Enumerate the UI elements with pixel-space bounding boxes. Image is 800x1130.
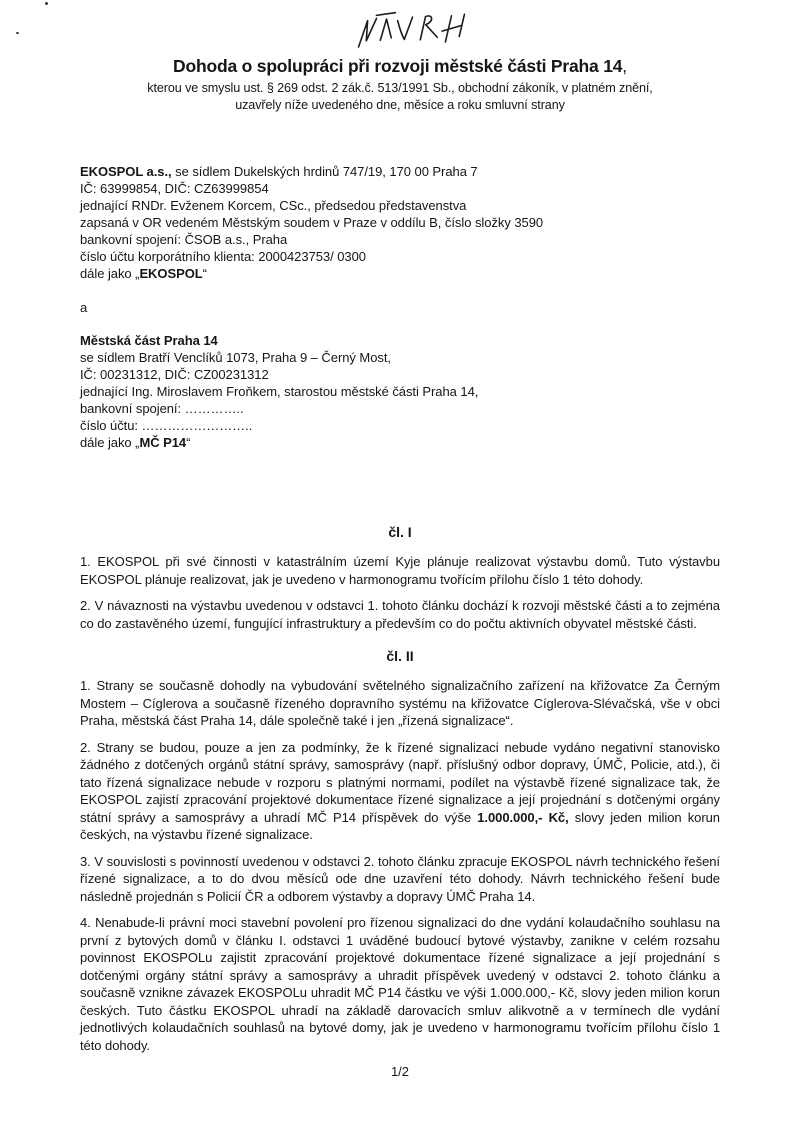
- article-1-heading: čl. I: [388, 524, 412, 540]
- handwritten-accent-bar: [376, 13, 395, 16]
- handwritten-letter-v: [398, 17, 414, 40]
- handwritten-navrh-note: [349, 5, 483, 58]
- party-mc-address: se sídlem Bratří Venclíků 1073, Praha 9 – Černý Most,: [80, 350, 391, 365]
- party-mc-name: Městská část Praha 14: [80, 333, 218, 348]
- article-2-paragraph-4: 4. Nenabude-li právní moci stavební povolení pro řízenou signalizaci do dne vydání kolaudačního souhlasu na první z bytových domů v článku I. odstavci 1 uváděné budoucí bytové výstavby, zanikne v celém rozsahu povinnost EKOSPOLu zajistit zpracování projektové dokumentace řízené signalizace a její projednání s dotčenými orgány státní správy a samosprávy a uhradit příspěvek uvedený v odstavci 2. tohoto článku a současně vznikne závazek EKOSPOLu uhradit MČ P14 částku ve výši 1.000.000,- Kč, slovy jeden milion korun českých. Tuto částku EKOSPOL uhradí na základě darovacích smluv alikvotně a v termínech dle vydání jednotlivých kolaudačních souhlasů na bytové domy, jak je uvedeno v harmonogramu tvořícím přílohu číslo 1 této dohody.: [80, 915, 720, 1053]
- handwritten-letter-r: [419, 16, 437, 40]
- party-mc-alias: MČ P14: [139, 435, 187, 450]
- document-title: [80, 56, 720, 77]
- party-ekospol-alias: EKOSPOL: [139, 266, 203, 281]
- party-mc-representative: jednající Ing. Miroslavem Froňkem, starostou městské části Praha 14,: [80, 384, 479, 399]
- party-ekospol-registration: zapsaná v OR vedeném Městským soudem v Praze v oddílu B, číslo složky 3590: [80, 215, 544, 230]
- party-mc-bank: bankovní spojení: …………..: [80, 401, 244, 416]
- party-ekospol-name-line: [80, 163, 720, 180]
- article-2-paragraph-1: 1. Strany se současně dohodly na vybudování světelného signalizačního zařízení na křižovatce Za Černým Mostem – Cíglerova a současně řízeného dopravního systému na křižovatce Cíglerova-Slévačská, vše v obci Praha, městská část Praha 14, dále společně také i jen „řízená signalizace“.: [80, 678, 720, 728]
- article-2-paragraph-3: 3. V souvislosti s povinností uvedenou v odstavci 2. tohoto článku zpracuje EKOSPOL návrh technického řešení řízené signalizace, a to do dvou měsíců ode dne uzavření této dohody. Návrh technického řešení bude následně projednán s Policií ČR a odborem výstavby a dopravy ÚMČ Praha 14.: [80, 853, 720, 904]
- article-2-paragraph-2: [80, 739, 720, 844]
- article-2-paragraph-2-amount: 1.000.000,- Kč,: [477, 809, 569, 825]
- party-ekospol-address: se sídlem Dukelských hrdinů 747/19, 170 00 Praha 7: [171, 164, 478, 179]
- article-2-paragraph-2-text-end: slovy jeden milion korun českých, na výstavbu řízené signalizace.: [80, 809, 720, 842]
- alias-prefix: dále jako „: [80, 266, 140, 281]
- document-title-text: Dohoda o spolupráci při rozvoji městské části Praha 14: [173, 56, 623, 76]
- article-1-paragraph-1: 1. EKOSPOL při své činnosti v katastrálním území Kyje plánuje realizovat výstavbu domů. Tuto výstavbu EKOSPOL plánuje realizovat, jak je uvedeno v harmonogramu tvořícím přílohu číslo 1 této dohody.: [80, 554, 720, 587]
- party-ekospol-representative: jednající RNDr. Evženem Korcem, CSc., předsedou představenstva: [80, 198, 467, 213]
- handwritten-letter-a: [380, 19, 392, 40]
- party-mc-praha14-block: [80, 332, 720, 451]
- article-2-heading: čl. II: [386, 648, 414, 664]
- document-subtitle-line-1: kterou ve smyslu ust. § 269 odst. 2 zák.č. 513/1991 Sb., obchodní zákoník, v platném znění,: [147, 81, 653, 95]
- party-mc-alias-line: [80, 434, 720, 451]
- handwritten-letter-h: [442, 25, 462, 31]
- document-title-comma: ,: [622, 56, 627, 76]
- document-subtitle-line-2: uzavřely níže uvedeného dne, měsíce a roku smluvní strany: [235, 98, 565, 112]
- party-ekospol-alias-line: [80, 265, 720, 282]
- party-mc-ic-dic: IČ: 00231312, DIČ: CZ00231312: [80, 367, 269, 382]
- page-number: 1/2: [390, 1064, 410, 1079]
- parties-connector: a: [80, 300, 88, 315]
- party-mc-name-line: [80, 332, 720, 349]
- article-1-paragraph-2: 2. V návaznosti na výstavbu uvedenou v odstavci 1. tohoto článku dochází k rozvoji městské části a to zejména co do zastavěného území, fungující infrastruktury a především co do počtu aktivních obyvatel městské části.: [80, 598, 720, 631]
- scan-speck: [45, 2, 48, 5]
- handwritten-letter-n: [358, 18, 378, 47]
- scan-speck: [16, 32, 19, 34]
- party-ekospol-ic-dic: IČ: 63999854, DIČ: CZ63999854: [80, 181, 269, 196]
- party-ekospol-block: [80, 163, 720, 282]
- party-ekospol-bank: bankovní spojení: ČSOB a.s., Praha: [80, 232, 288, 247]
- party-ekospol-account: číslo účtu korporátního klienta: 2000423753/ 0300: [80, 249, 366, 264]
- party-mc-account: číslo účtu: ……………………..: [80, 418, 253, 433]
- party-ekospol-name: EKOSPOL a.s.,: [80, 164, 172, 179]
- article-2-paragraph-2-text: 2. Strany se budou, pouze a jen za podmínky, že k řízené signalizaci nebude vydáno negativní stanovisko žádného z dotčených orgánů státní správy, samosprávy (např. příslušný odbor dopravy, ÚMČ, Policie, atd.), či tato řízená signalizace nebude v rozporu s platnými normami, podílet na výstavbě řízené signalizace tak, že EKOSPOL zajistí zpracování projektové dokumentace řízené signalizace a její projednání s dotčenými orgány státní správy a samosprávy a uhradí MČ P14 příspěvek do výše: [80, 739, 720, 825]
- alias-suffix: “: [186, 435, 191, 450]
- alias-prefix: dále jako „: [80, 435, 140, 450]
- alias-suffix: “: [202, 266, 207, 281]
